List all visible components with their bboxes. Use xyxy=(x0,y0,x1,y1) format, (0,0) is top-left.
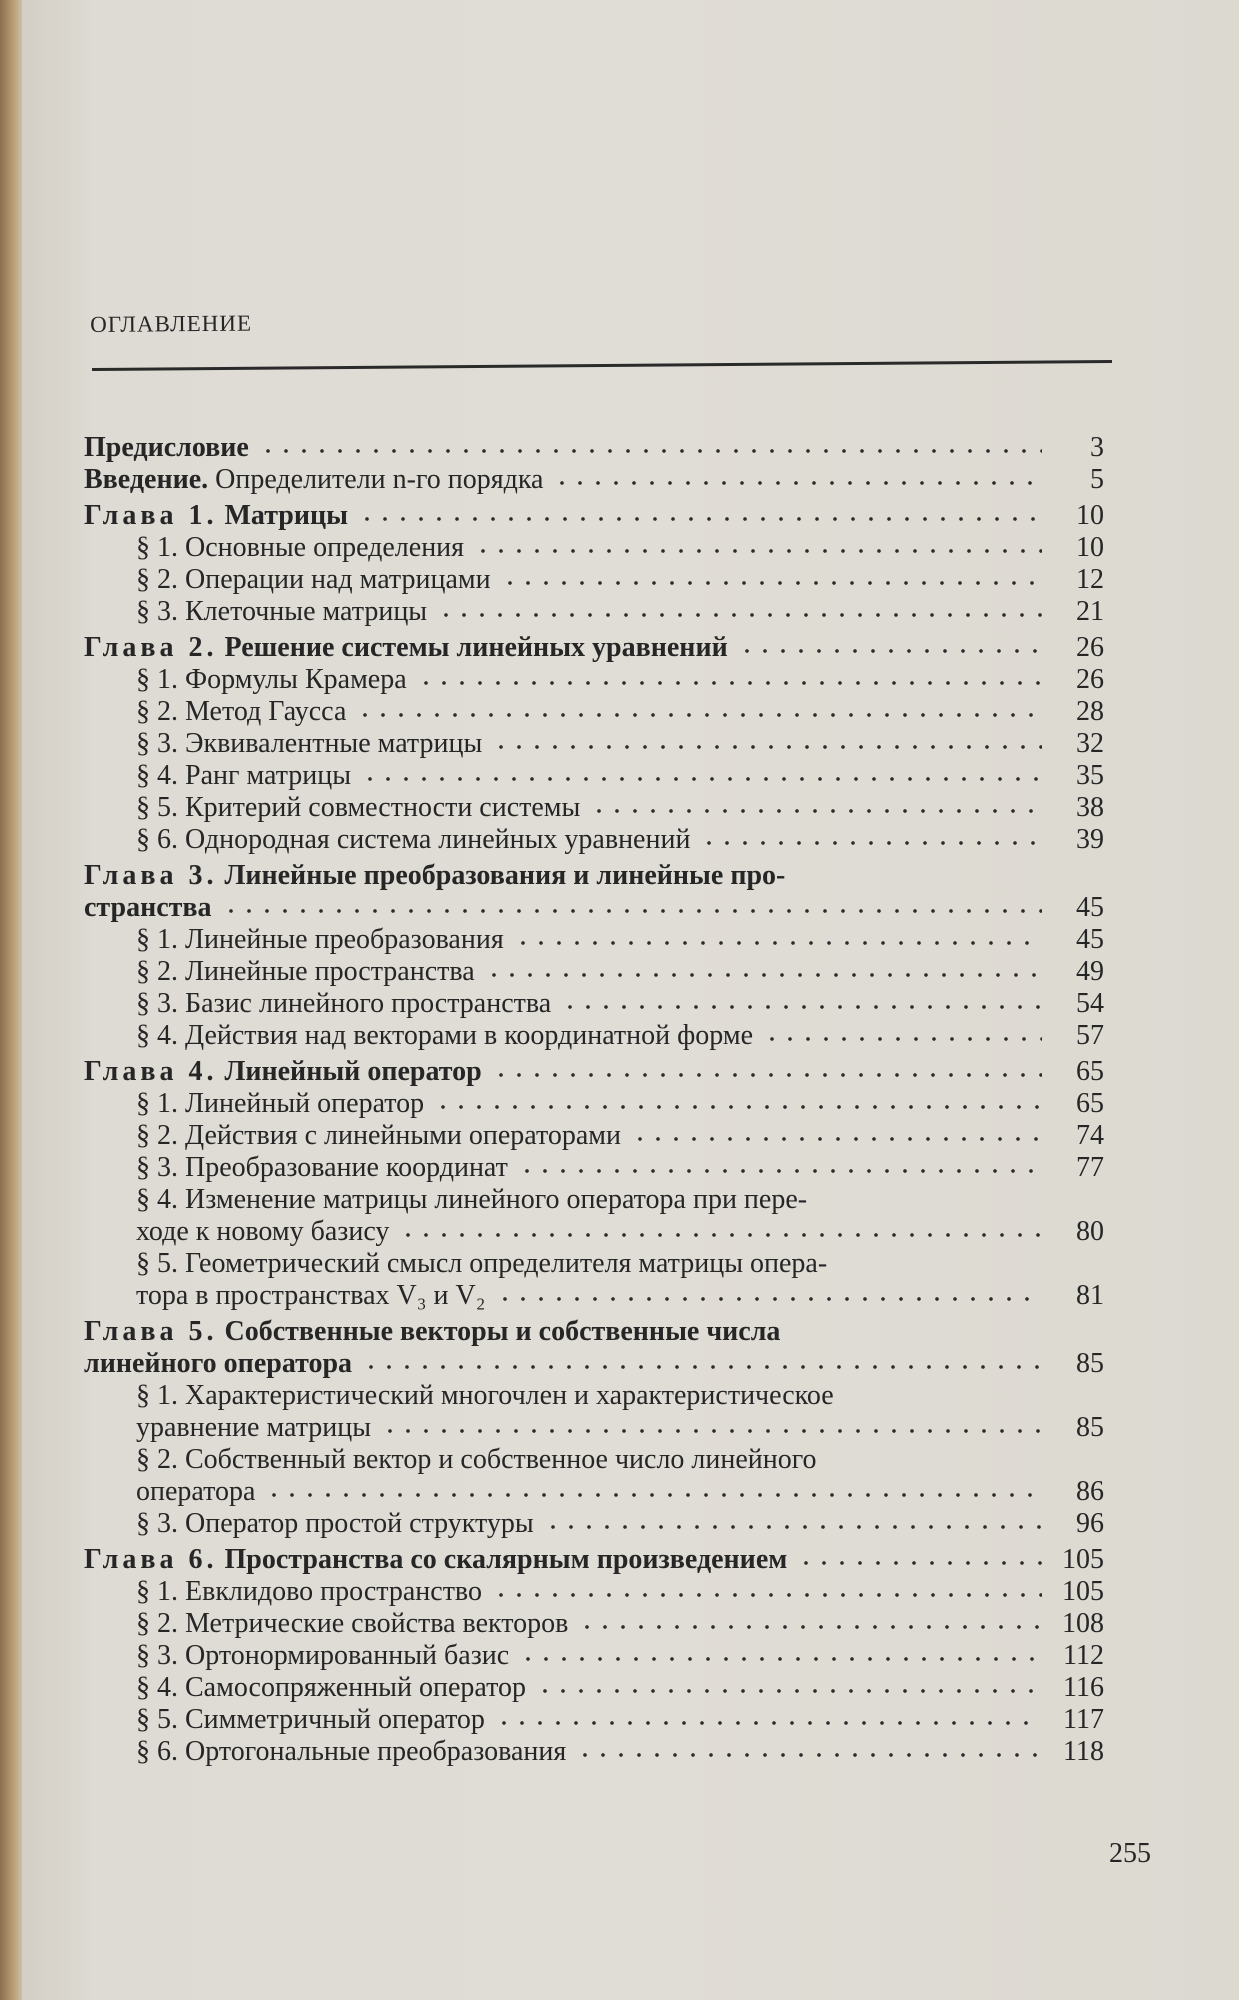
toc-section-row xyxy=(84,924,1104,956)
toc-list xyxy=(84,432,1104,1768)
page-ref: 5 xyxy=(1090,464,1104,495)
toc-entry-title xyxy=(136,696,346,728)
page-ref: 116 xyxy=(1063,1672,1104,1703)
entry-label: § 2. Операции над матрицами xyxy=(136,564,491,595)
page-ref: 96 xyxy=(1076,1508,1104,1539)
toc-entry-title xyxy=(136,824,690,856)
dot-leader xyxy=(356,712,1042,718)
entry-label: Собственные векторы и собственные числа xyxy=(224,1316,781,1347)
dot-leader xyxy=(797,1560,1042,1566)
dot-leader xyxy=(700,840,1042,846)
entry-label: странства xyxy=(84,892,212,923)
toc-entry-title xyxy=(136,728,482,760)
dot-leader xyxy=(631,1136,1042,1142)
page-ref: 26 xyxy=(1076,664,1104,695)
toc-entry-title xyxy=(84,892,212,924)
page-ref: 117 xyxy=(1063,1704,1104,1735)
toc-entry-title xyxy=(84,1348,352,1380)
entry-label: ходе к новому базису xyxy=(136,1216,390,1247)
toc-section-row xyxy=(84,1672,1104,1704)
toc-front-row xyxy=(84,464,1104,496)
dot-leader xyxy=(576,1752,1042,1758)
page-ref: 112 xyxy=(1063,1640,1104,1671)
dot-leader xyxy=(492,1072,1042,1078)
dot-leader xyxy=(536,1688,1042,1694)
dot-leader xyxy=(763,1036,1042,1042)
toc-entry-title xyxy=(136,760,351,792)
dot-leader xyxy=(495,1720,1042,1726)
page-ref: 65 xyxy=(1076,1088,1104,1119)
entry-label: Линейные преобразования и линейные про- xyxy=(224,860,786,891)
page-ref: 28 xyxy=(1076,696,1104,727)
toc-section-row xyxy=(84,1152,1104,1184)
toc-chapter-row xyxy=(84,1056,1104,1088)
toc-entry-title xyxy=(136,1020,753,1052)
page-ref: 85 xyxy=(1076,1412,1104,1443)
entry-label: Решение системы линейных уравнений xyxy=(224,632,728,663)
page-ref: 21 xyxy=(1076,596,1104,627)
dot-leader xyxy=(265,1492,1042,1498)
toc-front-row xyxy=(84,432,1104,464)
toc-chapter-row xyxy=(84,892,1104,924)
toc-entry-title xyxy=(84,632,728,664)
page-ref: 10 xyxy=(1076,532,1104,563)
toc-entry-title xyxy=(136,1380,834,1412)
entry-label: § 2. Собственный вектор и собственное число линейного xyxy=(136,1444,817,1475)
entry-label: § 1. Основные определения xyxy=(136,532,465,563)
page-ref: 49 xyxy=(1076,956,1104,987)
dot-leader xyxy=(361,776,1042,782)
toc-chapter-row xyxy=(84,860,1104,892)
toc-entry-title xyxy=(84,432,249,464)
dot-leader xyxy=(474,548,1042,554)
entry-label: уравнение матрицы xyxy=(136,1412,372,1443)
entry-label: § 4. Изменение матрицы линейного оператора при пере- xyxy=(136,1184,808,1215)
toc-section-row xyxy=(84,532,1104,564)
dot-leader xyxy=(514,940,1042,946)
entry-label: § 6. Однородная система линейных уравнений xyxy=(136,824,691,855)
page-ref: 45 xyxy=(1076,892,1104,923)
dot-leader xyxy=(496,1296,1042,1302)
toc-section-row xyxy=(84,1608,1104,1640)
toc-chapter-row xyxy=(84,1348,1104,1380)
entry-label: оператора xyxy=(136,1476,256,1507)
toc-entry-title xyxy=(136,988,551,1020)
toc-content xyxy=(84,0,1151,2000)
dot-leader xyxy=(434,1104,1042,1110)
entry-label: § 4. Действия над векторами в координатной форме xyxy=(136,1020,753,1051)
toc-entry-title xyxy=(136,1608,568,1640)
page-ref: 105 xyxy=(1062,1544,1104,1575)
page-ref: 81 xyxy=(1076,1280,1104,1311)
dot-leader xyxy=(222,908,1042,914)
entry-label: § 1. Линейные преобразования xyxy=(136,924,504,955)
book-page xyxy=(22,0,1239,2000)
toc-chapter-row xyxy=(84,500,1104,532)
toc-section-row xyxy=(84,1704,1104,1736)
toc-entry-title xyxy=(136,1184,807,1216)
toc-section-row xyxy=(84,696,1104,728)
toc-chapter-row xyxy=(84,1544,1104,1576)
toc-section-row xyxy=(84,1248,1104,1280)
toc-section-row xyxy=(84,1120,1104,1152)
entry-label: § 1. Евклидово пространство xyxy=(136,1576,482,1607)
toc-entry-title xyxy=(136,1248,827,1280)
entry-label: тора в пространствах V₃ и V₂ xyxy=(136,1280,486,1311)
toc-entry-title xyxy=(136,1152,508,1184)
book-spine-edge xyxy=(0,0,22,2000)
entry-label: Пространства со скалярным произведением xyxy=(224,1544,788,1575)
chapter-prefix: Глава 4. xyxy=(84,1056,218,1087)
page-ref: 74 xyxy=(1076,1120,1104,1151)
page-ref: 65 xyxy=(1076,1056,1104,1087)
toc-section-row xyxy=(84,1736,1104,1768)
page-ref: 118 xyxy=(1063,1736,1104,1767)
toc-section-row xyxy=(84,664,1104,696)
toc-section-row xyxy=(84,728,1104,760)
toc-section-row xyxy=(84,1412,1104,1444)
toc-section-row xyxy=(84,1508,1104,1540)
dot-leader xyxy=(259,448,1042,454)
toc-entry-title xyxy=(84,500,348,532)
entry-label: § 2. Метрические свойства векторов xyxy=(136,1608,569,1639)
page-ref: 80 xyxy=(1076,1216,1104,1247)
toc-section-row xyxy=(84,1444,1104,1476)
page-title: оглавление xyxy=(90,302,253,340)
chapter-prefix: Глава 1. xyxy=(84,500,218,531)
toc-entry-title xyxy=(136,1280,486,1312)
entry-label: § 4. Ранг матрицы xyxy=(136,760,352,791)
toc-entry-title xyxy=(136,1088,424,1120)
dot-leader xyxy=(381,1428,1042,1434)
toc-entry-title xyxy=(136,956,475,988)
dot-leader xyxy=(358,516,1042,522)
toc-section-row xyxy=(84,1576,1104,1608)
page-ref: 39 xyxy=(1076,824,1104,855)
toc-section-row xyxy=(84,564,1104,596)
toc-section-row xyxy=(84,1216,1104,1248)
entry-label: линейного оператора xyxy=(84,1348,353,1379)
toc-entry-title xyxy=(84,1544,787,1576)
dot-leader xyxy=(544,1524,1042,1530)
dot-leader xyxy=(561,1004,1042,1010)
dot-leader xyxy=(590,808,1042,814)
toc-entry-title xyxy=(136,1736,566,1768)
toc-section-row xyxy=(84,1184,1104,1216)
toc-entry-title xyxy=(136,924,504,956)
entry-label: § 6. Ортогональные преобразования xyxy=(136,1736,567,1767)
entry-label: § 5. Симметричный оператор xyxy=(136,1704,485,1735)
toc-entry-title xyxy=(84,1316,780,1348)
dot-leader xyxy=(519,1656,1042,1662)
entry-label: § 3. Клеточные матрицы xyxy=(136,596,428,627)
toc-section-row xyxy=(84,1088,1104,1120)
toc-entry-title xyxy=(136,1576,482,1608)
toc-entry-title xyxy=(136,1508,534,1540)
entry-label: § 2. Метод Гаусса xyxy=(136,696,347,727)
dot-leader xyxy=(518,1168,1042,1174)
toc-entry-title xyxy=(136,1412,371,1444)
toc-entry-title xyxy=(136,664,407,696)
page-ref: 12 xyxy=(1076,564,1104,595)
dot-leader xyxy=(437,612,1042,618)
entry-label: Матрицы xyxy=(224,500,348,531)
dot-leader xyxy=(501,580,1042,586)
title-rule xyxy=(92,360,1112,371)
toc-entry-title xyxy=(84,464,543,496)
entry-label: § 5. Геометрический смысл определителя матрицы опера- xyxy=(136,1248,828,1279)
chapter-prefix: Глава 3. xyxy=(84,860,218,891)
toc-section-row xyxy=(84,956,1104,988)
entry-bold-label: Введение. xyxy=(84,464,209,495)
page-ref: 35 xyxy=(1076,760,1104,791)
page-ref: 45 xyxy=(1076,924,1104,955)
toc-entry-title xyxy=(136,1444,817,1476)
entry-label: § 1. Формулы Крамера xyxy=(136,664,407,695)
page-ref: 77 xyxy=(1076,1152,1104,1183)
toc-entry-title xyxy=(136,792,580,824)
entry-label: § 3. Базис линейного пространства xyxy=(136,988,552,1019)
toc-entry-title xyxy=(136,1476,255,1508)
toc-section-row xyxy=(84,1476,1104,1508)
toc-section-row xyxy=(84,596,1104,628)
page-ref: 26 xyxy=(1076,632,1104,663)
toc-section-row xyxy=(84,1280,1104,1312)
toc-section-row xyxy=(84,1640,1104,1672)
entry-label: § 3. Эквивалентные матрицы xyxy=(136,728,483,759)
dot-leader xyxy=(485,972,1042,978)
toc-entry-title xyxy=(84,1056,482,1088)
dot-leader xyxy=(492,1592,1042,1598)
dot-leader xyxy=(553,480,1042,486)
toc-chapter-row xyxy=(84,1316,1104,1348)
dot-leader xyxy=(492,744,1042,750)
toc-section-row xyxy=(84,792,1104,824)
chapter-prefix: Глава 6. xyxy=(84,1544,218,1575)
toc-entry-title xyxy=(136,532,464,564)
toc-section-row xyxy=(84,760,1104,792)
toc-section-row xyxy=(84,824,1104,856)
toc-entry-title xyxy=(136,1216,389,1248)
page-ref: 86 xyxy=(1076,1476,1104,1507)
entry-label: § 1. Характеристический многочлен и характеристическое xyxy=(136,1380,834,1411)
entry-label: § 3. Ортонормированный базис xyxy=(136,1640,510,1671)
toc-section-row xyxy=(84,1020,1104,1052)
page-ref: 54 xyxy=(1076,988,1104,1019)
toc-entry-title xyxy=(136,1672,526,1704)
toc-entry-title xyxy=(136,1640,509,1672)
toc-entry-title xyxy=(84,860,785,892)
page-ref: 57 xyxy=(1076,1020,1104,1051)
page-number: 255 xyxy=(1109,1838,1151,1869)
entry-label: § 3. Оператор простой структуры xyxy=(136,1508,534,1539)
toc-chapter-row xyxy=(84,632,1104,664)
page-ref: 3 xyxy=(1090,432,1104,463)
page-ref: 105 xyxy=(1062,1576,1104,1607)
entry-label: Определители n-го порядка xyxy=(215,464,544,495)
entry-label: Предисловие xyxy=(84,432,249,463)
toc-section-row xyxy=(84,1380,1104,1412)
chapter-prefix: Глава 5. xyxy=(84,1316,218,1347)
chapter-prefix: Глава 2. xyxy=(84,632,218,663)
entry-label: § 5. Критерий совместности системы xyxy=(136,792,581,823)
dot-leader xyxy=(578,1624,1042,1630)
toc-entry-title xyxy=(136,1704,485,1736)
page-ref: 10 xyxy=(1076,500,1104,531)
toc-entry-title xyxy=(136,564,491,596)
dot-leader xyxy=(417,680,1042,686)
dot-leader xyxy=(399,1232,1042,1238)
toc-entry-title xyxy=(136,1120,621,1152)
entry-label: § 1. Линейный оператор xyxy=(136,1088,425,1119)
dot-leader xyxy=(738,648,1042,654)
toc-section-row xyxy=(84,988,1104,1020)
dot-leader xyxy=(362,1364,1042,1370)
page-ref: 38 xyxy=(1076,792,1104,823)
entry-label: § 4. Самосопряженный оператор xyxy=(136,1672,526,1703)
page-ref: 32 xyxy=(1076,728,1104,759)
entry-label: Линейный оператор xyxy=(224,1056,482,1087)
toc-entry-title xyxy=(136,596,427,628)
entry-label: § 3. Преобразование координат xyxy=(136,1152,508,1183)
page-ref: 108 xyxy=(1062,1608,1104,1639)
page-ref: 85 xyxy=(1076,1348,1104,1379)
entry-label: § 2. Линейные пространства xyxy=(136,956,475,987)
entry-label: § 2. Действия с линейными операторами xyxy=(136,1120,621,1151)
